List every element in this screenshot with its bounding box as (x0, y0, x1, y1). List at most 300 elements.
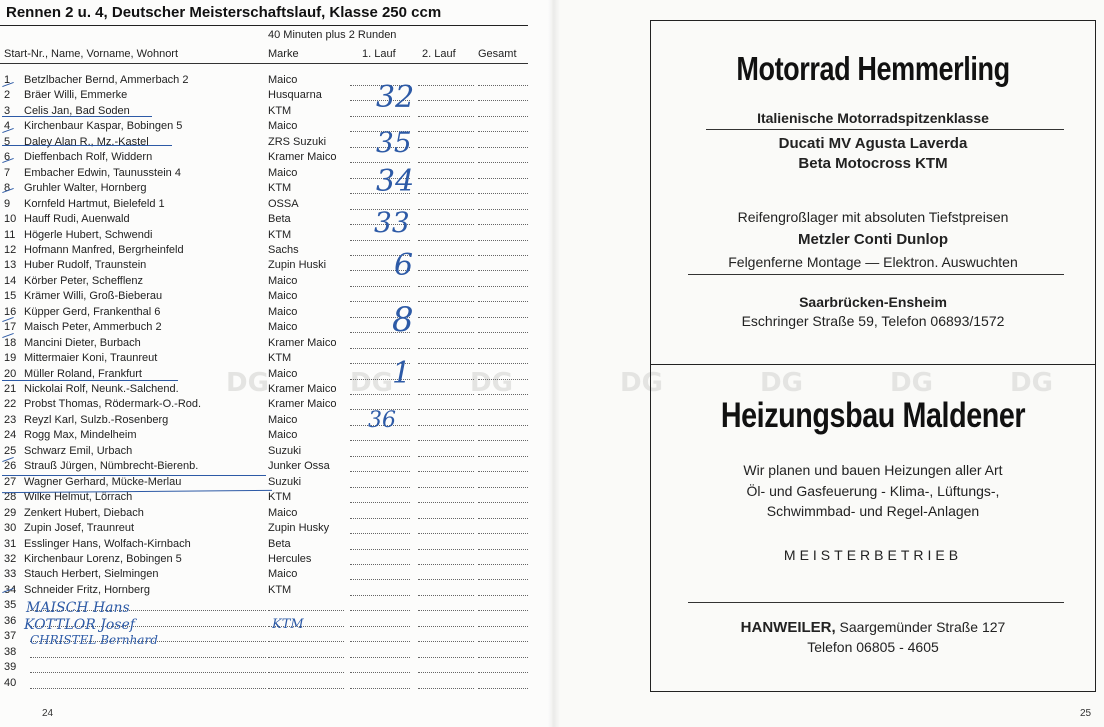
header-start: Start-Nr., Name, Vorname, Wohnort (4, 48, 179, 60)
rider-name: Bräer Willi, Emmerke (24, 89, 128, 102)
lauf2-line (418, 193, 474, 194)
lauf2-line (418, 379, 474, 380)
table-row (0, 259, 530, 272)
lauf2-line (418, 270, 474, 271)
start-number: 7 (4, 166, 11, 179)
start-number: 6 (4, 151, 11, 164)
rider-name: Kirchenbaur Lorenz, Bobingen 5 (24, 552, 182, 565)
rider-marke: KTM (268, 182, 292, 195)
rider-marke: Maico (268, 305, 298, 318)
blank-marke-line (268, 641, 344, 642)
lauf2-line (418, 440, 474, 441)
start-number: 40 (4, 676, 17, 689)
watermark-logo: DG (470, 368, 513, 398)
rider-marke: KTM (268, 228, 292, 241)
rider-marke: Maico (268, 74, 298, 86)
rider-marke: Suzuki (268, 444, 302, 457)
handwritten-marke: KTM (272, 617, 304, 632)
gesamt-line (478, 456, 528, 457)
gesamt-line (478, 286, 528, 287)
rider-marke: Kramer Maico (268, 336, 337, 349)
lauf2-line (418, 533, 474, 534)
rider-name: Zenkert Hubert, Diebach (24, 506, 144, 519)
lauf1-line (350, 688, 410, 689)
gesamt-line (478, 440, 528, 441)
lauf2-line (418, 178, 474, 179)
lauf2-line (418, 332, 474, 333)
start-number: 38 (4, 645, 17, 658)
lauf2-line (418, 549, 474, 550)
blank-marke-line (268, 657, 344, 658)
rider-marke: KTM (268, 352, 292, 365)
ad2-title-wrap (650, 396, 1096, 436)
table-row (0, 167, 530, 180)
lauf1-line (350, 471, 410, 472)
gesamt-line (478, 409, 528, 410)
page-number-left: 24 (42, 708, 54, 719)
start-number: 32 (4, 552, 17, 565)
rider-marke: KTM (268, 491, 292, 504)
gesamt-line (478, 471, 528, 472)
gesamt-line (478, 657, 528, 658)
start-number: 15 (4, 290, 17, 303)
gesamt-line (478, 116, 528, 117)
lauf1-line (350, 564, 410, 565)
gesamt-line (478, 502, 528, 503)
lauf2-line (418, 657, 474, 658)
lauf1-line (350, 394, 410, 395)
start-number: 34 (4, 583, 17, 596)
rider-name: Högerle Hubert, Schwendi (24, 228, 153, 241)
rider-name: Esslinger Hans, Wolfach-Kirnbach (24, 537, 191, 550)
lauf1-line (350, 626, 410, 627)
rider-marke: Maico (268, 290, 298, 303)
rider-name: Hauff Rudi, Auenwald (24, 213, 130, 226)
rider-marke: Maico (268, 367, 298, 380)
start-number: 21 (4, 383, 17, 395)
rider-name: Rogg Max, Mindelheim (24, 429, 137, 442)
start-number: 36 (4, 614, 17, 627)
lauf2-line (418, 301, 474, 302)
gesamt-line (478, 301, 528, 302)
ad1-address: Eschringer Straße 59, Telefon 06893/1572 (741, 313, 1005, 329)
gesamt-line (478, 379, 528, 380)
start-number: 39 (4, 661, 17, 674)
ad1-title: Motorrad Hemmerling (736, 50, 1010, 87)
rider-name: Daley Alan R., Mz.-Kastel (24, 135, 149, 148)
gesamt-line (478, 533, 528, 534)
gesamt-line (478, 100, 528, 101)
gesamt-line (478, 425, 528, 426)
gesamt-line (478, 579, 528, 580)
watermark-logo: DG (620, 368, 663, 398)
lauf1-line (350, 641, 410, 642)
start-number: 37 (4, 630, 17, 643)
ad1-brands-2: Beta Motocross KTM (798, 155, 948, 172)
gesamt-line (478, 147, 528, 148)
rider-name: Maisch Peter, Ammerbuch 2 (24, 321, 162, 334)
rider-marke: Beta (268, 213, 291, 226)
rider-marke: Hercules (268, 552, 312, 565)
start-number: 29 (4, 506, 17, 519)
handwritten-result: 6 (394, 248, 414, 283)
start-number: 20 (4, 367, 17, 380)
table-row (0, 74, 530, 87)
rider-name: Krämer Willi, Groß-Bieberau (24, 290, 163, 303)
rider-name: Gruhler Walter, Hornberg (24, 182, 147, 195)
rider-name: Kornfeld Hartmut, Bielefeld 1 (24, 197, 165, 210)
gesamt-line (478, 162, 528, 163)
ad2-line-2: Öl- und Gasfeuerung - Klima-, Lüftungs-, (746, 483, 1000, 499)
lauf1-line (350, 610, 410, 611)
rider-marke: KTM (268, 583, 292, 596)
table-row (0, 182, 530, 195)
lauf2-line (418, 131, 474, 132)
rider-marke: ZRS Suzuki (268, 135, 327, 148)
handwritten-result: 36 (368, 408, 396, 433)
handwritten-result: 35 (376, 126, 412, 159)
handwritten-result: 8 (392, 300, 414, 340)
handwritten-result: 34 (376, 164, 415, 199)
gesamt-line (478, 487, 528, 488)
rider-name: Wilke Helmut, Lörrach (24, 491, 133, 504)
rider-marke: Maico (268, 321, 298, 334)
ad1-rule (706, 129, 1064, 130)
rider-name: Zupin Josef, Traunreut (24, 522, 135, 535)
rider-name: Mittermaier Koni, Traunreut (24, 352, 158, 365)
page-title: Rennen 2 u. 4, Deutscher Meisterschaftslauf, Klasse 250 ccm (6, 4, 442, 21)
rider-name: Körber Peter, Schefflenz (24, 274, 144, 287)
header-rule (0, 63, 528, 64)
ad2-street: Saargemünder Straße 127 (835, 619, 1006, 635)
rider-name: Schneider Fritz, Hornberg (24, 583, 150, 596)
rider-marke: Junker Ossa (268, 460, 330, 473)
table-row (0, 244, 530, 257)
lauf1-line (350, 487, 410, 488)
handwritten-result: 1 (392, 356, 412, 391)
ad1-rule-2 (688, 274, 1064, 275)
table-row (0, 275, 530, 288)
table-row (0, 321, 530, 334)
start-number: 27 (4, 475, 17, 488)
lauf1-line (350, 440, 410, 441)
lauf2-line (418, 641, 474, 642)
ad1-title-wrap (650, 50, 1096, 88)
rider-name: Reyzl Karl, Sulzb.-Rosenberg (24, 413, 169, 426)
lauf2-line (418, 595, 474, 596)
table-row (0, 522, 530, 535)
page-gutter (548, 0, 560, 727)
start-number: 24 (4, 429, 17, 442)
rider-name: Embacher Edwin, Taunusstein 4 (24, 166, 181, 179)
table-row (0, 368, 530, 381)
rider-name: Celis Jan, Bad Soden (24, 104, 130, 117)
table-row (0, 677, 530, 690)
gesamt-line (478, 641, 528, 642)
rider-name: Küpper Gerd, Frankenthal 6 (24, 305, 161, 318)
lauf2-line (418, 286, 474, 287)
start-number: 14 (4, 274, 17, 287)
handwritten-result: 32 (376, 80, 415, 115)
gesamt-line (478, 240, 528, 241)
gesamt-line (478, 688, 528, 689)
rider-name: Stauch Herbert, Sielmingen (24, 568, 159, 581)
strike-mark (2, 116, 152, 117)
start-number: 17 (4, 321, 17, 334)
lauf2-line (418, 255, 474, 256)
table-row (0, 229, 530, 242)
lauf1-line (350, 579, 410, 580)
ad2-line-1: Wir planen und bauen Heizungen aller Art (743, 462, 1003, 478)
rider-marke: Husquarna (268, 89, 322, 102)
rider-name: Schwarz Emil, Urbach (24, 444, 133, 457)
handwritten-result: 33 (374, 206, 410, 239)
rider-marke: KTM (268, 104, 292, 117)
rider-name: Betzlbacher Bernd, Ammerbach 2 (24, 74, 189, 86)
lauf1-line (350, 116, 410, 117)
table-row (0, 568, 530, 581)
lauf2-line (418, 564, 474, 565)
gesamt-line (478, 363, 528, 364)
gesamt-line (478, 595, 528, 596)
table-row (0, 507, 530, 520)
watermark-logo: DG (760, 368, 803, 398)
start-number: 30 (4, 522, 17, 535)
gesamt-line (478, 564, 528, 565)
rider-name: Hofmann Manfred, Bergrheinfeld (24, 243, 184, 256)
rider-marke: Maico (268, 120, 298, 133)
lauf2-line (418, 518, 474, 519)
lauf2-line (418, 317, 474, 318)
rider-marke: Maico (268, 506, 298, 519)
page-number-right: 25 (1080, 708, 1092, 719)
start-number: 5 (4, 135, 11, 148)
table-row (0, 383, 530, 396)
table-row (0, 352, 530, 365)
header-marke: Marke (268, 48, 299, 60)
gesamt-line (478, 193, 528, 194)
table-row (0, 491, 530, 504)
start-number: 19 (4, 352, 17, 365)
lauf2-line (418, 209, 474, 210)
rider-marke: Kramer Maico (268, 151, 337, 164)
lauf2-line (418, 487, 474, 488)
table-row (0, 584, 530, 597)
handwritten-name: MAISCH Hans (26, 600, 130, 616)
gesamt-line (478, 394, 528, 395)
strike-mark (2, 475, 266, 476)
start-number: 3 (4, 104, 11, 117)
start-number: 2 (4, 89, 11, 102)
strike-mark (2, 380, 178, 381)
table-row (0, 429, 530, 442)
start-number: 1 (4, 74, 11, 86)
ad2-phone: Telefon 06805 - 4605 (807, 639, 939, 655)
start-number: 25 (4, 444, 17, 457)
rider-name: Müller Roland, Frankfurt (24, 367, 142, 380)
table-row (0, 136, 530, 149)
start-number: 12 (4, 243, 17, 256)
rider-marke: Beta (268, 537, 291, 550)
lauf1-line (350, 456, 410, 457)
blank-marke-line (268, 610, 344, 611)
lauf2-line (418, 409, 474, 410)
rider-name: Mancini Dieter, Burbach (24, 336, 141, 349)
table-row (0, 337, 530, 350)
table-row (0, 445, 530, 458)
rider-name: Nickolai Rolf, Neunk.-Salchend. (24, 383, 179, 395)
lauf1-line (350, 518, 410, 519)
blank-name-line (30, 672, 266, 673)
table-row (0, 553, 530, 566)
rider-marke: Kramer Maico (268, 383, 337, 395)
table-row (0, 460, 530, 473)
start-number: 10 (4, 213, 17, 226)
lauf1-line (350, 348, 410, 349)
ad-divider (650, 364, 1096, 365)
gesamt-line (478, 549, 528, 550)
table-row (0, 290, 530, 303)
table-row (0, 398, 530, 411)
gesamt-line (478, 270, 528, 271)
gesamt-line (478, 626, 528, 627)
start-number: 26 (4, 460, 17, 473)
start-number: 28 (4, 491, 17, 504)
rider-marke: Maico (268, 429, 298, 442)
rider-name: Wagner Gerhard, Mücke-Merlau (24, 475, 182, 488)
header-lauf2: 2. Lauf (422, 48, 456, 60)
rider-name: Strauß Jürgen, Nümbrecht-Bierenb. (24, 460, 199, 473)
ad2-city: HANWEILER, (740, 619, 836, 636)
table-row (0, 151, 530, 164)
blank-name-line (30, 688, 266, 689)
start-number: 8 (4, 182, 11, 195)
gesamt-line (478, 224, 528, 225)
rider-marke: Maico (268, 413, 298, 426)
ad2-badge: MEISTERBETRIEB (783, 547, 963, 563)
table-row (0, 120, 530, 133)
lauf2-line (418, 394, 474, 395)
blank-marke-line (268, 688, 344, 689)
lauf1-line (350, 502, 410, 503)
gesamt-line (478, 255, 528, 256)
header-gesamt: Gesamt (478, 48, 517, 60)
watermark-logo: DG (350, 368, 393, 398)
gesamt-line (478, 85, 528, 86)
ad1-subtitle: Italienische Motorradspitzenklasse (757, 110, 989, 126)
rider-marke: Kramer Maico (268, 398, 337, 411)
gesamt-line (478, 332, 528, 333)
table-row (0, 198, 530, 211)
lauf2-line (418, 348, 474, 349)
lauf2-line (418, 85, 474, 86)
blank-marke-line (268, 672, 344, 673)
lauf2-line (418, 688, 474, 689)
table-row (0, 213, 530, 226)
watermark-logo: DG (890, 368, 933, 398)
lauf2-line (418, 162, 474, 163)
strike-mark (2, 145, 172, 146)
lauf1-line (350, 672, 410, 673)
start-number: 9 (4, 197, 11, 210)
start-number: 13 (4, 259, 17, 272)
handwritten-name: CHRISTEL Bernhard (30, 633, 158, 647)
ad2-rule (688, 602, 1064, 603)
rider-name: Probst Thomas, Rödermark-O.-Rod. (24, 398, 202, 411)
table-row (0, 306, 530, 319)
rider-name: Kirchenbaur Kaspar, Bobingen 5 (24, 120, 183, 133)
lauf1-line (350, 533, 410, 534)
ad2-line-3: Schwimmbad- und Regel-Anlagen (766, 503, 980, 519)
table-row (0, 89, 530, 102)
gesamt-line (478, 178, 528, 179)
lauf2-line (418, 116, 474, 117)
gesamt-line (478, 518, 528, 519)
gesamt-line (478, 209, 528, 210)
start-number: 35 (4, 599, 17, 612)
start-number: 23 (4, 413, 17, 426)
gesamt-line (478, 610, 528, 611)
start-number: 16 (4, 305, 17, 318)
start-number: 22 (4, 398, 17, 411)
rider-marke: Sachs (268, 243, 299, 256)
lauf1-line (350, 286, 410, 287)
lauf2-line (418, 456, 474, 457)
ad2-title: Heizungsbau Maldener (720, 396, 1026, 435)
start-number: 18 (4, 336, 17, 349)
start-number: 33 (4, 568, 17, 581)
rider-name: Dieffenbach Rolf, Widdern (24, 151, 153, 164)
start-number: 31 (4, 537, 17, 550)
rider-name: Huber Rudolf, Traunstein (24, 259, 147, 272)
lauf1-line (350, 657, 410, 658)
lauf2-line (418, 626, 474, 627)
gesamt-line (478, 131, 528, 132)
ad1-brands-1: Ducati MV Agusta Laverda (778, 135, 968, 152)
lauf2-line (418, 425, 474, 426)
ad2-address (650, 619, 1096, 636)
rider-marke: Maico (268, 568, 298, 581)
ad1-service: Felgenferne Montage — Elektron. Auswuchten (728, 254, 1018, 270)
lauf2-line (418, 502, 474, 503)
lauf2-line (418, 100, 474, 101)
table-row (0, 646, 530, 659)
header-duration: 40 Minuten plus 2 Runden (268, 29, 397, 41)
lauf2-line (418, 363, 474, 364)
watermark-logo: DG (1010, 368, 1053, 398)
blank-name-line (30, 657, 266, 658)
lauf2-line (418, 147, 474, 148)
rider-marke: Maico (268, 274, 298, 287)
lauf1-line (350, 240, 410, 241)
lauf2-line (418, 579, 474, 580)
ad1-city: Saarbrücken-Ensheim (799, 294, 947, 310)
lauf1-line (350, 549, 410, 550)
rider-marke: Suzuki (268, 475, 302, 488)
gesamt-line (478, 348, 528, 349)
lauf2-line (418, 240, 474, 241)
title-rule (0, 25, 528, 26)
table-row (0, 476, 530, 489)
handwritten-name: KOTTLOR Josef (24, 617, 135, 633)
lauf2-line (418, 672, 474, 673)
start-number: 11 (4, 228, 16, 241)
rider-marke: OSSA (268, 197, 299, 210)
ad1-tire-brands: Metzler Conti Dunlop (798, 231, 948, 248)
ad1-tires: Reifengroßlager mit absoluten Tiefstpreisen (737, 209, 1009, 225)
gesamt-line (478, 317, 528, 318)
start-number: 4 (4, 120, 11, 133)
